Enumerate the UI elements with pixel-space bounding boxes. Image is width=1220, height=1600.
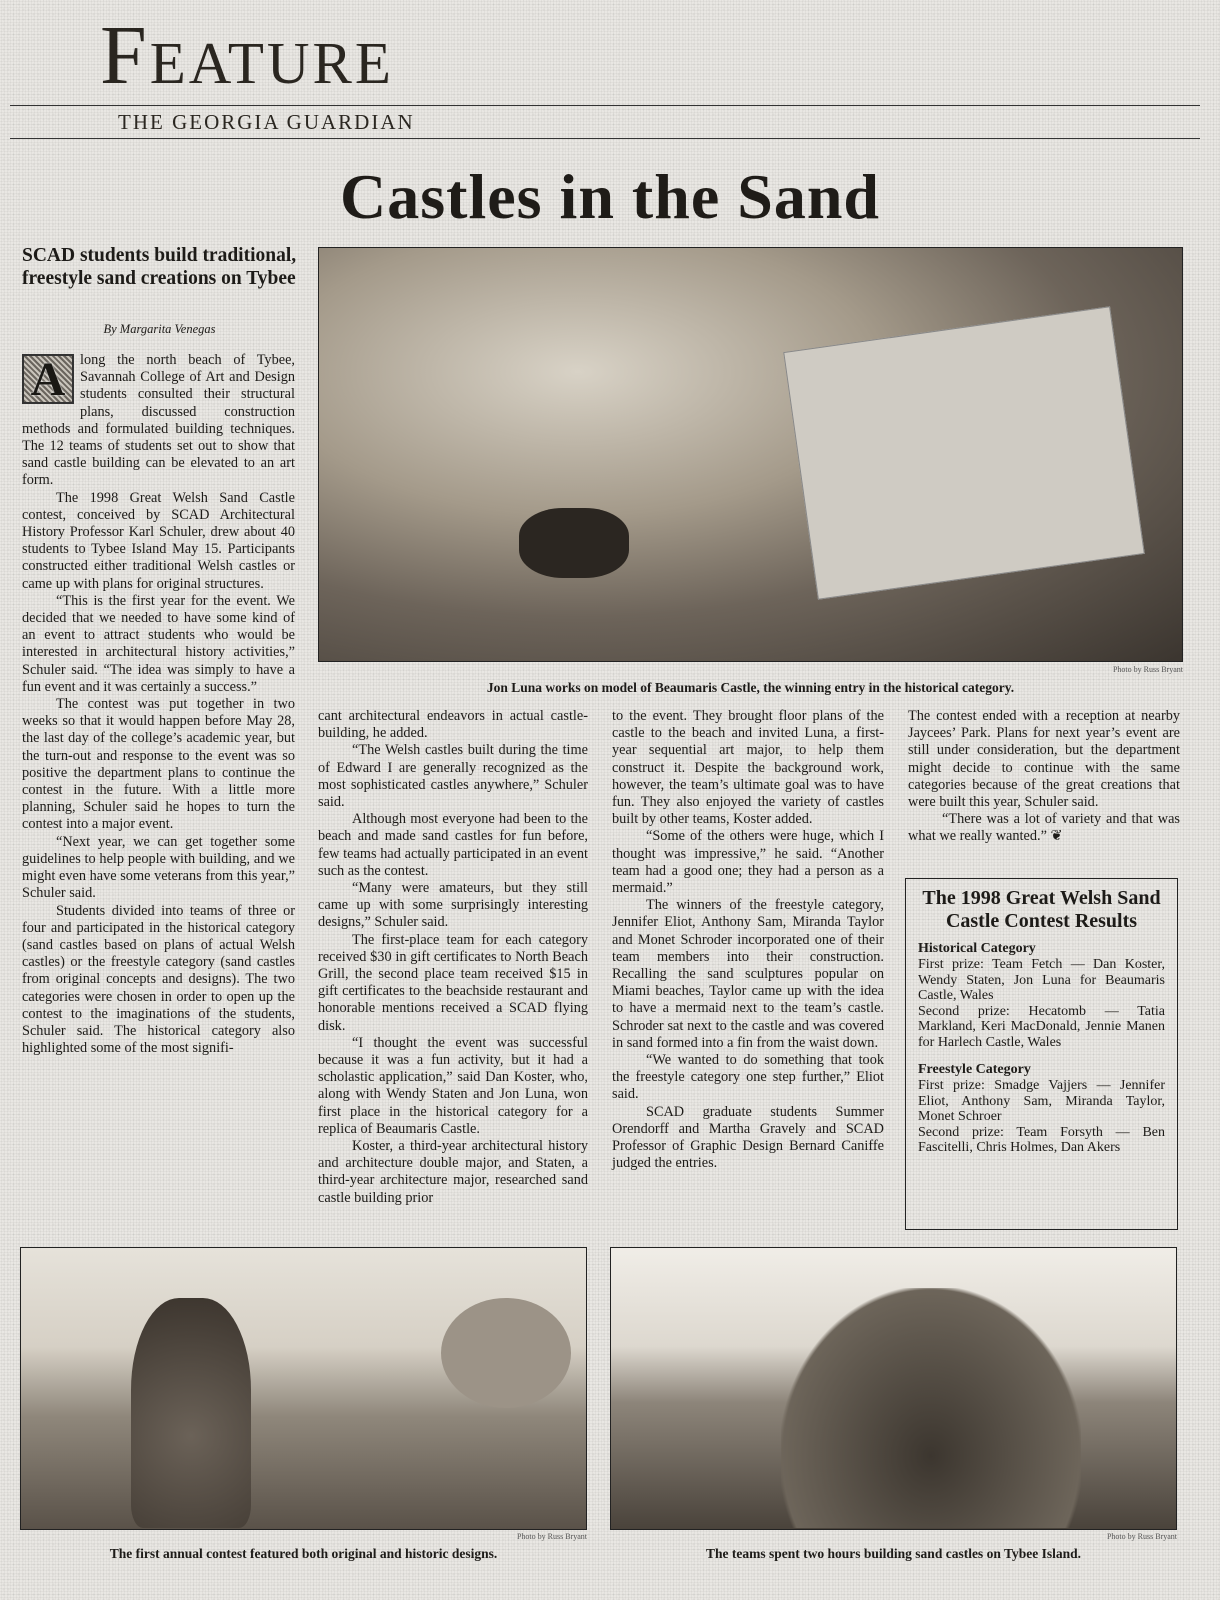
article-column-1	[22, 352, 295, 1057]
result-entry: Second prize: Hecatomb — Tatia Markland, Keri MacDonald, Jennie Manen for Harlech Castle, Wales	[918, 1003, 1165, 1050]
article-paragraph: “The Welsh castles built during the time of Edward I are generally recognized as the most sophisticated castles anywhere,” Schuler said.	[318, 742, 588, 811]
photo-credit: Photo by Russ Bryant	[1112, 665, 1183, 674]
article-paragraph: to the event. They brought floor plans of the castle to the beach and invited Luna, a first-year sequential art major, to help them construct it. Despite the background work, however, the team’s ultimate goal was to have fun. They also enjoyed the variety of castles built by other teams, Koster added.	[612, 708, 884, 828]
article-paragraph: “Many were amateurs, but they still came up with some surprisingly interesting designs,” Schuler said.	[318, 880, 588, 931]
photo-caption: The teams spent two hours building sand castles on Tybee Island.	[706, 1546, 1081, 1561]
category-heading: Historical Category	[918, 941, 1036, 956]
article-paragraph: The contest ended with a reception at nearby Jaycees’ Park. Plans for next year’s event are still under consideration, but the department might decide to continue with the same categories because of the great creations that were built this year, Schuler said.	[908, 708, 1180, 811]
headline: Castles in the Sand	[340, 161, 880, 232]
result-entry: Second prize: Team Forsyth — Ben Fascitelli, Chris Holmes, Dan Akers	[918, 1124, 1165, 1155]
sand-sculpture	[441, 1298, 571, 1408]
byline: By Margarita Venegas	[103, 322, 216, 336]
results-title: The 1998 Great Welsh Sand Castle Contest Results	[922, 887, 1161, 932]
article-column-2	[318, 708, 588, 1207]
article-paragraph: The 1998 Great Welsh Sand Castle contest, conceived by SCAD Architectural History Professor Karl Schuler, drew about 40 students to Tybee Island May 15. Participants constructed either traditional Welsh castles or came up with plans for original structures.	[22, 489, 295, 592]
photo-caption: The first annual contest featured both original and historic designs.	[109, 1546, 498, 1561]
divider	[10, 138, 1200, 139]
photo-credit: Photo by Russ Bryant	[1106, 1532, 1177, 1541]
section-title: Feature	[100, 9, 394, 102]
article-paragraph: Students divided into teams of three or four and participated in the historical category (sand castles based on plans of actual Welsh castles) or the freestyle category (sand castles from original concepts and designs). The two categories were chosen in order to open up the contest to the imaginations of the students, Schuler said. The historical category also highlighted some of the most signifi-	[22, 902, 295, 1057]
article-paragraph: Although most everyone had been to the beach and made sand castles for fun before, few teams had actually participated in an event such as the contest.	[318, 811, 588, 879]
article-paragraph: “Next year, we can get together some guidelines to help people with building, and we might even have some veterans from this year,” Schuler said.	[22, 833, 295, 902]
bottom-left-photo	[20, 1247, 587, 1530]
article-column-3	[612, 708, 884, 1172]
main-photo	[318, 247, 1183, 662]
article-paragraph: “This is the first year for the event. We decided that we needed to have some kind of an event to attract students who would be interested in architectural history activities,” Schuler said. “The idea was simply to have a fun event and it was certainly a success.”	[22, 592, 295, 695]
article-paragraph: The winners of the freestyle category, Jennifer Eliot, Anthony Sam, Miranda Taylor and Monet Schroder incorporated one of their team members into their construction. Recalling the sand sculptures popular on Miami beaches, Taylor came up with the idea to have a mermaid next to the team’s castle. Schroder sat next to the castle and was covered in sand formed into a fin from the waist down.	[612, 897, 884, 1051]
bottom-right-photo	[610, 1247, 1177, 1530]
dropcap-ornament: A	[22, 354, 74, 404]
castle-plans-paper	[783, 306, 1145, 599]
publication-name: THE GEORGIA GUARDIAN	[118, 110, 415, 134]
article-paragraph: The first-place team for each category received $30 in gift certificates to North Beach Grill, the second place team received $15 in gift certificates to the beachside restaurant and honorable mentions received a SCAD flying disk.	[318, 931, 588, 1034]
sand-face-sculpture	[131, 1298, 251, 1528]
photo-caption: Jon Luna works on model of Beaumaris Castle, the winning entry in the historical category.	[486, 680, 1015, 695]
article-column-4	[908, 708, 1180, 846]
article-paragraph: “There was a lot of variety and that was what we really wanted.” ❦	[908, 811, 1180, 845]
photo-credit: Photo by Russ Bryant	[516, 1532, 587, 1541]
article-paragraph: “I thought the event was successful because it was a fun activity, but it had a scholastic application,” said Dan Koster, who, along with Wendy Staten and Jon Luna, won first place in the historical category for a replica of Beaumaris Castle.	[318, 1034, 588, 1137]
article-paragraph: SCAD graduate students Summer Orendorff and Martha Gravely and SCAD Professor of Graphic Design Bernard Caniffe judged the entries.	[612, 1103, 884, 1172]
subhead: SCAD students build traditional, freestyle sand creations on Tybee	[22, 245, 297, 289]
article-paragraph: cant architectural endeavors in actual castle-building, he added.	[318, 708, 588, 742]
result-entry: First prize: Smadge Vajjers — Jennifer Eliot, Anthony Sam, Miranda Taylor, Monet Schroer	[918, 1078, 1165, 1124]
article-paragraph: long the north beach of Tybee, Savannah College of Art and Design students consulted their structural plans, discussed construction methods and formulated building techniques. The 12 teams of students set out to show that sand castle building can be elevated to an art form.	[22, 352, 295, 489]
sand-castle	[781, 1288, 1081, 1528]
article-paragraph: “Some of the others were huge, which I thought was impressive,” he said. “Another team had a good one; they had a person as a mermaid.”	[612, 828, 884, 897]
results-box	[905, 878, 1178, 1230]
sand-hole	[519, 508, 629, 578]
article-paragraph: Koster, a third-year architectural history and architecture double major, and Staten, a third-year architecture major, researched sand castle building prior	[318, 1138, 588, 1206]
divider	[10, 105, 1200, 106]
result-entry: First prize: Team Fetch — Dan Koster, Wendy Staten, Jon Luna for Beaumaris Castle, Wales	[918, 957, 1165, 1003]
article-paragraph: “We wanted to do something that took the freestyle category one step further,” Eliot said.	[612, 1052, 884, 1103]
article-paragraph: The contest was put together in two weeks so that it would happen before May 28, the last day of the college’s academic year, but the turn-out and response to the event was so positive the department plans to continue the contest in the future. With a little more planning, Schuler said he hopes to turn the contest into a major event.	[22, 696, 295, 833]
category-heading: Freestyle Category	[918, 1062, 1031, 1077]
